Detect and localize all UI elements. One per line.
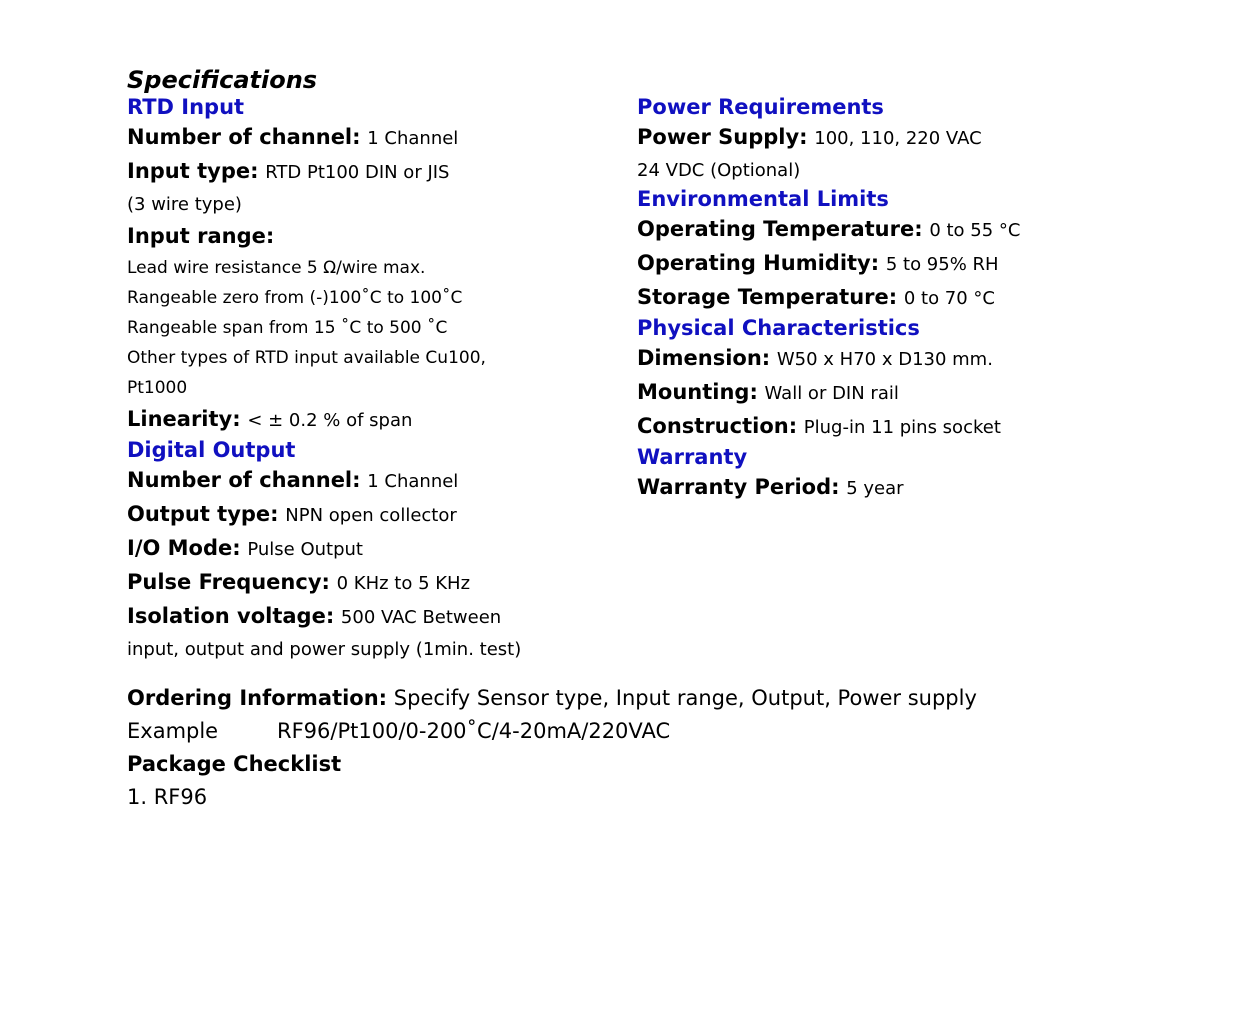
rtd-range-row: [127, 220, 597, 253]
storage-temperature-row: [637, 281, 1157, 315]
power-supply-continuation: 24 VDC (Optional): [637, 160, 801, 181]
mounting-row: [637, 376, 1157, 410]
spec-label: Isolation voltage:: [127, 604, 335, 628]
operating-humidity-row: [637, 247, 1157, 281]
spec-label: Power Supply:: [637, 125, 808, 149]
spec-label: Linearity:: [127, 407, 241, 431]
spec-label: Number of channel:: [127, 468, 361, 492]
spec-label: Operating Temperature:: [637, 217, 923, 241]
spec-value: 500 VAC Between: [340, 607, 502, 628]
spec-value: 0 to 55 °C: [929, 220, 1021, 241]
environmental-limits-heading: Environmental Limits: [637, 187, 889, 211]
checklist-item: 1. RF96: [127, 785, 208, 809]
digital-output-heading: Digital Output: [127, 438, 296, 462]
left-column: [127, 94, 597, 665]
digital-isolation-continuation: input, output and power supply (1min. test): [127, 639, 522, 660]
ordering-section: [127, 682, 1127, 814]
spec-label: Pulse Frequency:: [127, 570, 330, 594]
spec-value: 5 to 95% RH: [885, 254, 999, 275]
spec-label: Mounting:: [637, 380, 758, 404]
spec-value: Wall or DIN rail: [764, 383, 899, 404]
digital-frequency-row: [127, 566, 597, 600]
spec-label: Number of channel:: [127, 125, 361, 149]
rtd-type-row: [127, 155, 597, 189]
spec-value: 5 year: [846, 478, 904, 499]
spec-label: Output type:: [127, 502, 279, 526]
ordering-info-row: [127, 682, 1127, 715]
right-column: [637, 94, 1157, 505]
spec-value: 0 KHz to 5 KHz: [336, 573, 471, 594]
range-line: Rangeable span from 15 ˚C to 500 ˚C: [127, 318, 448, 338]
spec-value: RTD Pt100 DIN or JIS: [265, 162, 450, 183]
range-line: Other types of RTD input available Cu100,: [127, 348, 486, 368]
ordering-value: Specify Sensor type, Input range, Output, Power supply: [393, 686, 977, 710]
spec-label: Operating Humidity:: [637, 251, 880, 275]
spec-value: NPN open collector: [285, 505, 457, 526]
ordering-label: Ordering Information:: [127, 686, 388, 710]
digital-isolation-row: [127, 600, 597, 634]
power-requirements-heading: Power Requirements: [637, 95, 884, 119]
dimension-row: [637, 342, 1157, 376]
spec-label: Storage Temperature:: [637, 285, 898, 309]
spec-value: < ± 0.2 % of span: [247, 410, 413, 431]
rtd-type-continuation: (3 wire type): [127, 194, 242, 215]
spec-value: 0 to 70 °C: [903, 288, 996, 309]
range-line: Rangeable zero from (-)100˚C to 100˚C: [127, 288, 463, 308]
package-checklist-heading: Package Checklist: [127, 752, 342, 776]
warranty-period-row: [637, 471, 1157, 505]
warranty-heading: Warranty: [637, 445, 748, 469]
spec-label: Input range:: [127, 224, 275, 248]
digital-output-type-row: [127, 498, 597, 532]
page-title: Specifications: [127, 66, 318, 94]
spec-label: Warranty Period:: [637, 475, 840, 499]
spec-value: Pulse Output: [247, 539, 363, 560]
spec-label: Input type:: [127, 159, 259, 183]
physical-characteristics-heading: Physical Characteristics: [637, 316, 920, 340]
spec-label: I/O Mode:: [127, 536, 241, 560]
example-value: RF96/Pt100/0-200˚C/4-20mA/220VAC: [277, 719, 671, 743]
range-line: Lead wire resistance 5 Ω/wire max.: [127, 258, 426, 278]
digital-channel-row: [127, 464, 597, 498]
spec-value: W50 x H70 x D130 mm.: [776, 349, 993, 370]
spec-value: 1 Channel: [367, 471, 459, 492]
power-supply-row: [637, 121, 1157, 155]
example-label: Example: [127, 719, 219, 743]
spec-value: Plug-in 11 pins socket: [803, 417, 1001, 438]
rtd-linearity-row: [127, 403, 597, 437]
spec-value: 1 Channel: [367, 128, 459, 149]
example-row: [127, 715, 1127, 748]
construction-row: [637, 410, 1157, 444]
digital-mode-row: [127, 532, 597, 566]
spec-label: Construction:: [637, 414, 798, 438]
operating-temperature-row: [637, 213, 1157, 247]
spec-label: Dimension:: [637, 346, 771, 370]
rtd-input-heading: RTD Input: [127, 95, 245, 119]
range-line: Pt1000: [127, 378, 188, 398]
spec-value: 100, 110, 220 VAC: [814, 128, 982, 149]
rtd-channel-row: [127, 121, 597, 155]
